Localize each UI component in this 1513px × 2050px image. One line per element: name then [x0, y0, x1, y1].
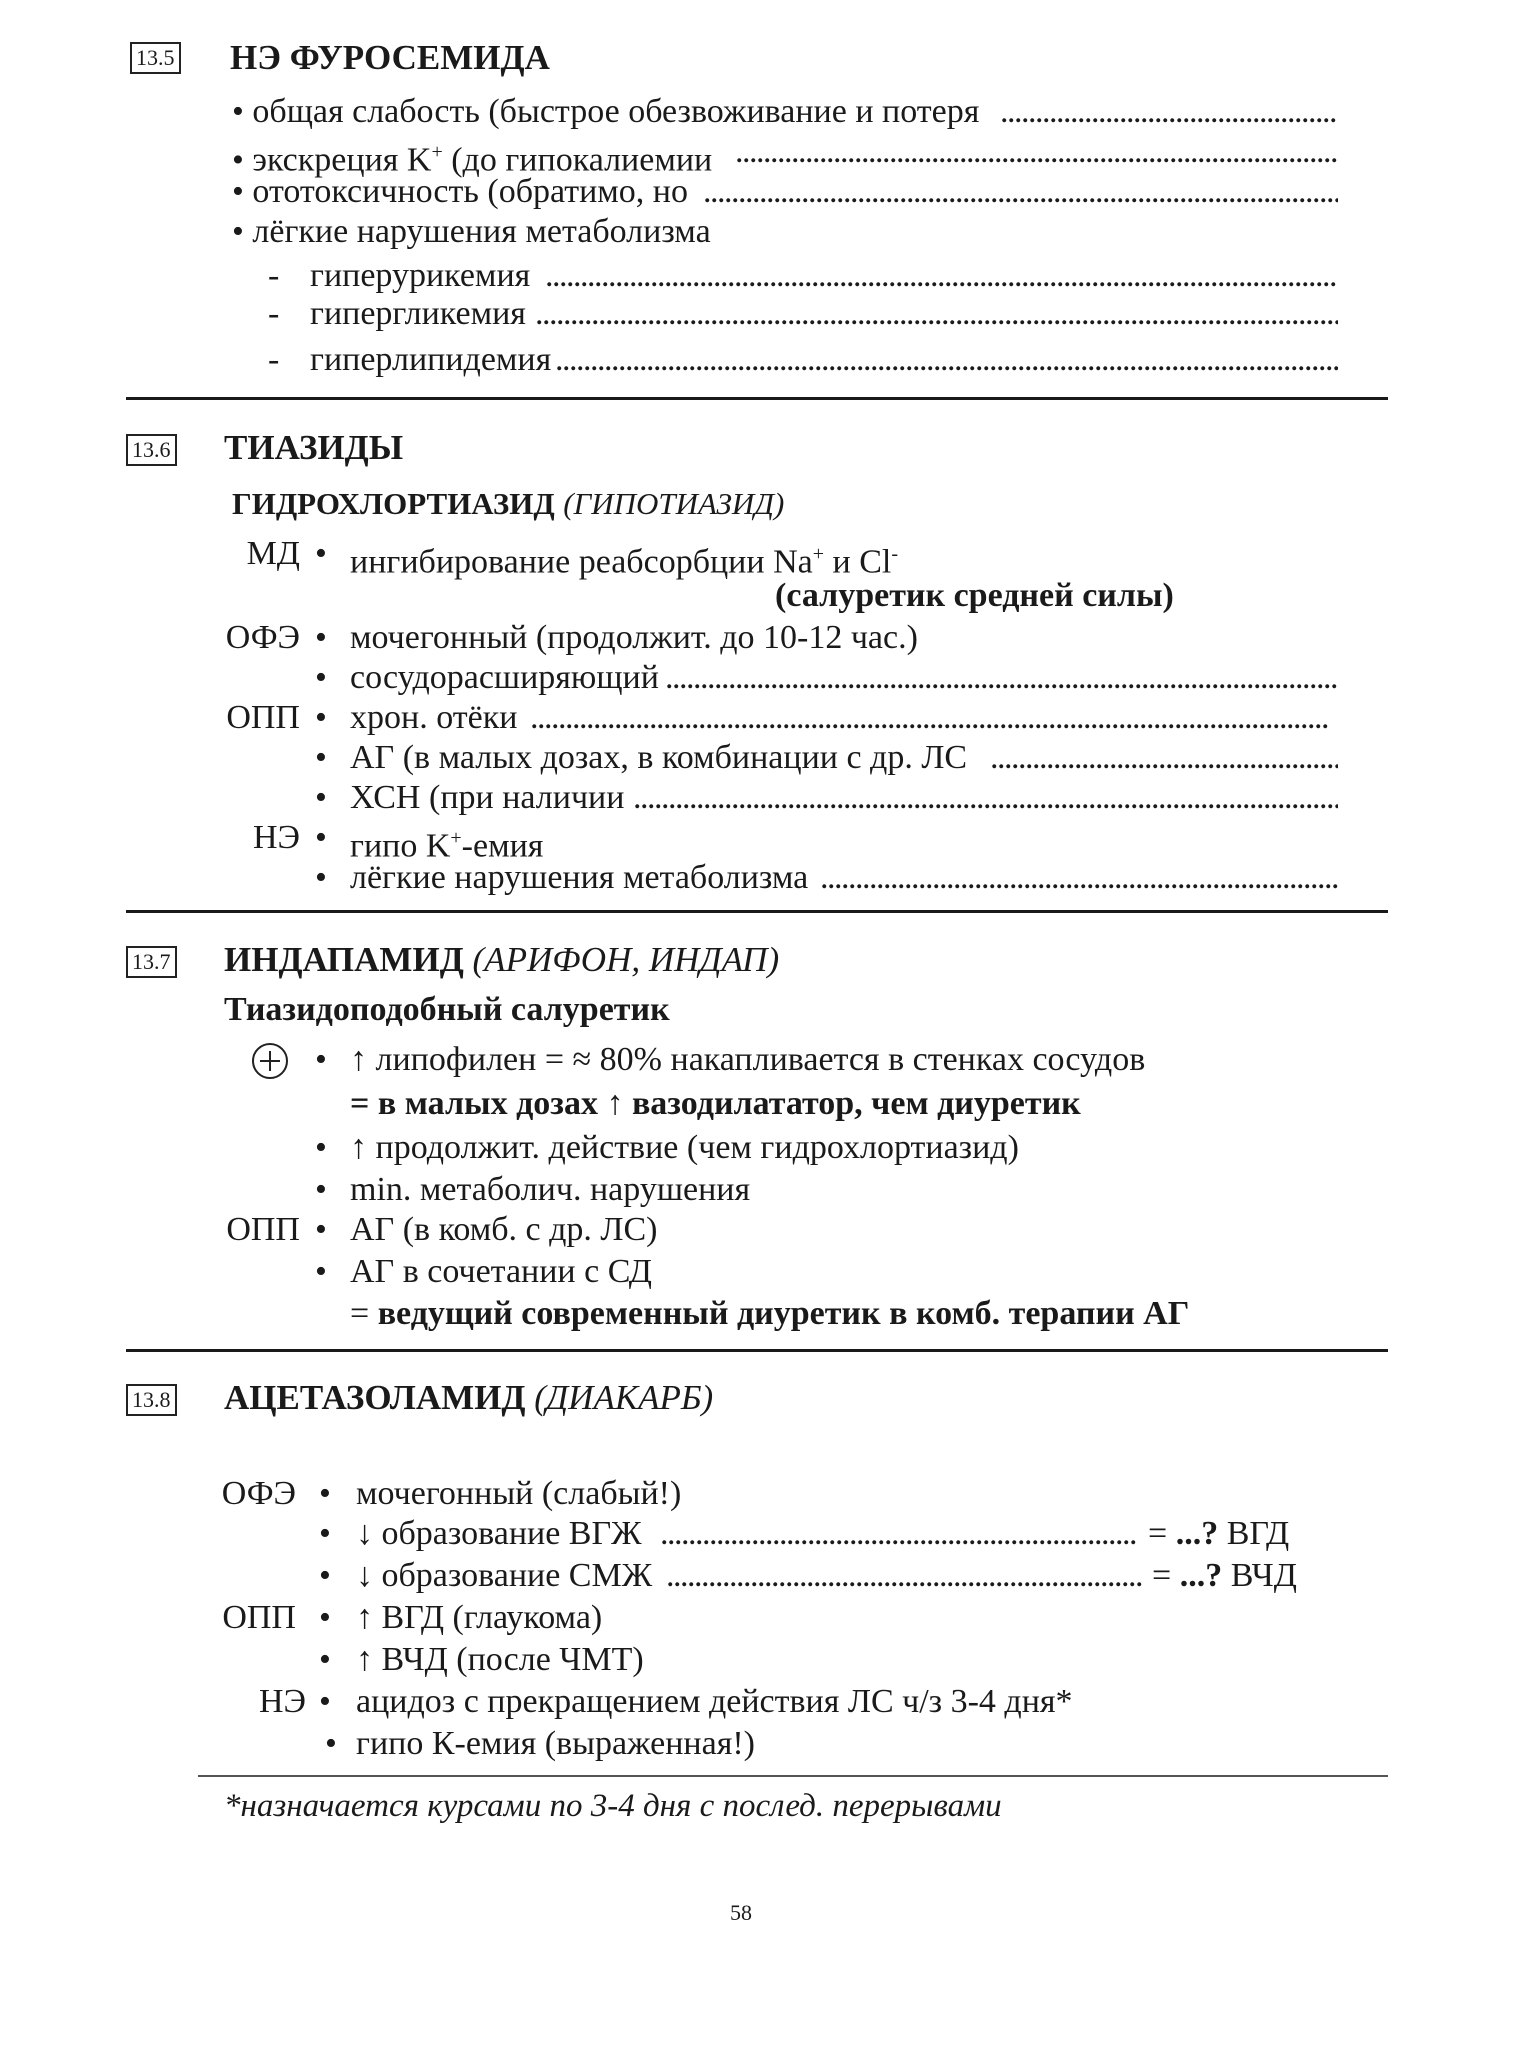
section-title-13-8: АЦЕТАЗОЛАМИД (ДИАКАРБ)	[224, 1378, 714, 1417]
advantage-1-conclusion: = в малых дозах ↑ вазодилататор, чем диуретик	[350, 1085, 1081, 1122]
bullet: •	[315, 1129, 327, 1166]
advantage-2: ↑ продолжит. действие (чем гидрохлортиазид)	[350, 1129, 1019, 1166]
opp-item-2-conclusion: = ведущий современный диуретик в комб. терапии АГ	[350, 1295, 1190, 1332]
ne-item-2: лёгкие нарушения метаболизма	[350, 859, 809, 896]
ofe-item-3-result: = ...? ВЧД	[1152, 1557, 1297, 1594]
opp-item-1: хрон. отёки	[350, 699, 518, 736]
dot-leader	[535, 294, 1338, 334]
md-note: (салуретик средней силы)	[775, 577, 1174, 614]
drug-name-hydrochlorothiazide: ГИДРОХЛОРТИАЗИД (ГИПОТИАЗИД)	[232, 486, 785, 521]
page-number: 58	[730, 1900, 752, 1925]
label-md: МД	[246, 535, 300, 572]
section-number-13-5: 13.5	[130, 42, 181, 74]
bullet: •	[319, 1557, 331, 1594]
label-opp: ОПП	[222, 1599, 296, 1636]
bullet: •	[319, 1515, 331, 1552]
sub-hyperlipidemia: гиперлипидемия	[310, 341, 552, 378]
section-number-13-7: 13.7	[126, 946, 177, 978]
furosemide-item-ototoxicity: • ототоксичность (обратимо, но	[232, 173, 688, 210]
dot-leader	[633, 778, 1338, 818]
opp-item-2: ↑ ВЧД (после ЧМТ)	[356, 1641, 644, 1678]
ofe-item-1: мочегонный (продолжит. до 10-12 час.)	[350, 619, 918, 656]
dash-marker: -	[268, 341, 280, 378]
dot-leader	[990, 738, 1338, 778]
label-ne: НЭ	[259, 1683, 306, 1720]
section-divider	[126, 1349, 1388, 1352]
bullet: •	[325, 1725, 337, 1762]
dot-leader	[555, 340, 1338, 380]
bullet: •	[319, 1599, 331, 1636]
furosemide-item-potassium: • экскреция K+ (до гипокалиемии	[232, 141, 713, 179]
indapamide-subtitle: Тиазидоподобный салуретик	[224, 991, 670, 1028]
opp-item-1: ↑ ВГД (глаукома)	[356, 1599, 603, 1636]
dot-leader	[703, 172, 1338, 212]
dot-leader	[666, 1556, 1144, 1596]
bullet: •	[315, 535, 327, 572]
section-title-13-7: ИНДАПАМИД (АРИФОН, ИНДАП)	[224, 940, 780, 979]
bullet: •	[315, 739, 327, 776]
sub-hyperglycemia: гипергликемия	[310, 295, 526, 332]
bullet: •	[319, 1641, 331, 1678]
label-opp: ОПП	[226, 1211, 300, 1248]
bullet: •	[315, 1041, 327, 1078]
opp-item-3: ХСН (при наличии	[350, 779, 625, 816]
plus-circle-icon	[252, 1043, 288, 1079]
footnote: *назначается курсами по 3-4 дня с послед. перерывами	[224, 1788, 1002, 1824]
section-number-13-8: 13.8	[126, 1384, 177, 1416]
dot-leader	[1000, 92, 1338, 132]
ne-item-1: ацидоз с прекращением действия ЛС ч/з 3-4 дня*	[356, 1683, 1073, 1720]
bullet: •	[315, 1253, 327, 1290]
dot-leader	[660, 1514, 1138, 1554]
bullet: •	[315, 1211, 327, 1248]
bullet: •	[319, 1475, 331, 1512]
bullet: •	[315, 1171, 327, 1208]
dot-leader	[665, 658, 1338, 698]
bullet: •	[315, 779, 327, 816]
furosemide-item-weakness: • общая слабость (быстрое обезвоживание и потеря	[232, 93, 980, 130]
dash-marker: -	[268, 295, 280, 332]
ne-item-2: гипо К-емия (выраженная!)	[356, 1725, 755, 1762]
ofe-item-2-result: = ...? ВГД	[1148, 1515, 1290, 1552]
bullet: •	[315, 699, 327, 736]
furosemide-item-metabolism: • лёгкие нарушения метаболизма	[232, 213, 711, 250]
bullet: •	[319, 1683, 331, 1720]
sub-hyperuricemia: гиперурикемия	[310, 257, 531, 294]
dot-leader	[735, 132, 1338, 172]
bullet: •	[315, 659, 327, 696]
dot-leader	[545, 256, 1338, 296]
opp-item-2: АГ в сочетании с СД	[350, 1253, 652, 1290]
label-ne: НЭ	[253, 819, 300, 856]
ne-item-1: гипо K+-емия	[350, 827, 544, 865]
label-ofe: ОФЭ	[221, 1475, 296, 1512]
dot-leader	[820, 858, 1338, 898]
section-title-13-5: НЭ ФУРОСЕМИДА	[230, 38, 550, 77]
bullet: •	[315, 819, 327, 856]
dot-leader	[530, 698, 1330, 738]
section-divider	[126, 910, 1388, 913]
md-text: ингибирование реабсорбции Na+ и Cl-	[350, 543, 898, 581]
advantage-3: min. метаболич. нарушения	[350, 1171, 751, 1208]
bullet: •	[315, 859, 327, 896]
ofe-item-1: мочегонный (слабый!)	[356, 1475, 682, 1512]
dash-marker: -	[268, 257, 280, 294]
ofe-item-2: сосудорасширяющий	[350, 659, 659, 696]
advantage-1: ↑ липофилен = ≈ 80% накапливается в стенках сосудов	[350, 1041, 1146, 1078]
section-divider	[126, 397, 1388, 400]
ofe-item-3: ↓ образование СМЖ	[356, 1557, 653, 1594]
opp-item-2: АГ (в малых дозах, в комбинации с др. ЛС	[350, 739, 968, 776]
bullet: •	[315, 619, 327, 656]
section-title-13-6: ТИАЗИДЫ	[224, 428, 404, 467]
label-opp: ОПП	[226, 699, 300, 736]
opp-item-1: АГ (в комб. с др. ЛС)	[350, 1211, 658, 1248]
label-ofe: ОФЭ	[225, 619, 300, 656]
ofe-item-2: ↓ образование ВГЖ	[356, 1515, 642, 1552]
section-number-13-6: 13.6	[126, 434, 177, 466]
footnote-divider	[198, 1775, 1388, 1777]
